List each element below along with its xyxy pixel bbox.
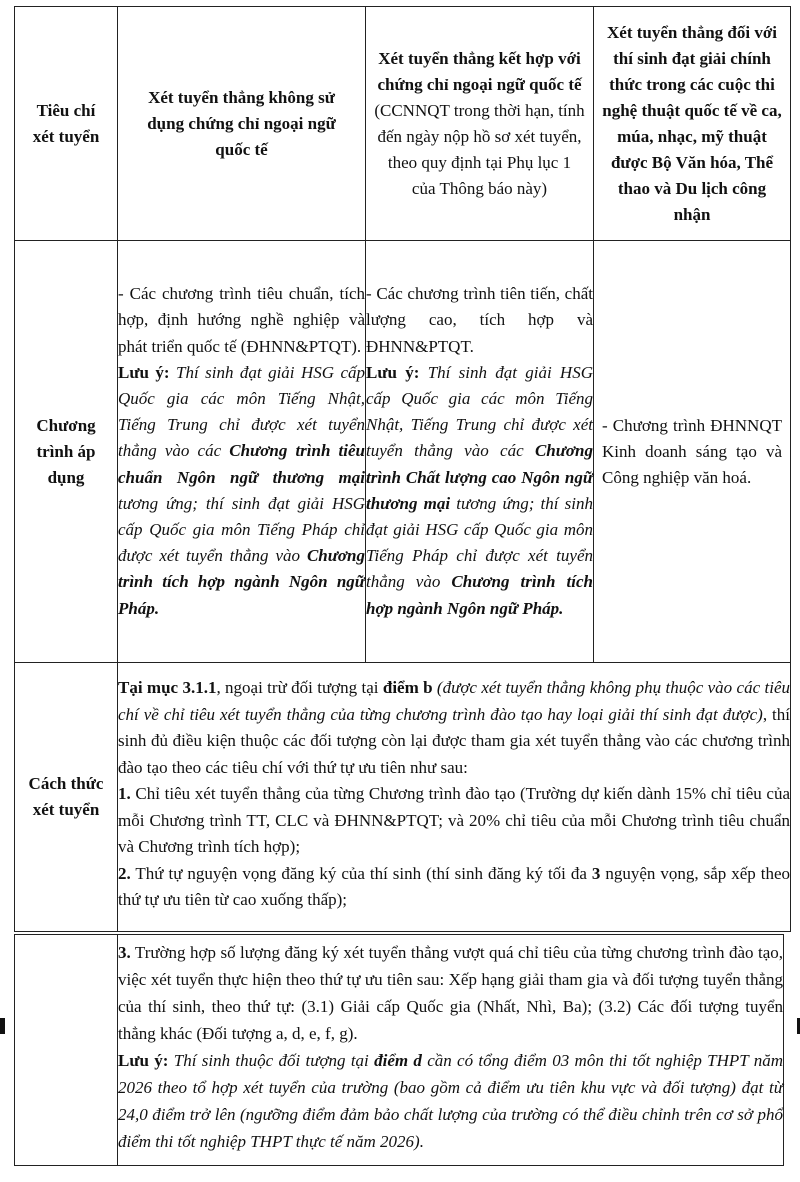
left-page-marker xyxy=(0,1018,5,1034)
method-row xyxy=(15,663,791,932)
header-with-certificate-detail: (CCNNQT trong thời hạn, tính đến ngày nộp hồ sơ xét tuyển, theo quy định tại Phụ lục 1 của Thông báo này) xyxy=(374,100,585,198)
header-arts-award-text: Xét tuyển thẳng đối với thí sinh đạt giải chính thức trong các cuộc thi nghệ thuật quốc tế về ca, múa, nhạc, mỹ thuật được Bộ Văn hóa, Thể thao và Du lịch công nhận xyxy=(602,22,782,224)
method-item-1 xyxy=(118,781,790,861)
method-point-ref: điểm b xyxy=(382,678,433,697)
header-with-certificate xyxy=(366,7,594,241)
note-program-2: Chương trình tích hợp ngành Ngôn ngữ Pháp. xyxy=(366,572,593,618)
programs-no-certificate xyxy=(118,241,366,663)
method-note xyxy=(118,1047,783,1155)
header-arts-award xyxy=(594,7,791,241)
note-program-1: Chương trình Chất lượng cao Ngôn ngữ thương mại xyxy=(366,441,593,513)
note-text: Thí sinh đạt giải HSG cấp Quốc gia các môn Tiếng Nhật, Tiếng Trung chỉ được xét tuyển thẳng vào các xyxy=(118,362,365,461)
header-with-certificate-bold: Xét tuyển thẳng kết hợp với chứng chỉ ngoại ngữ quốc tế xyxy=(377,48,582,94)
programs-row xyxy=(15,241,791,663)
programs-no-certificate-intro: - Các chương trình tiêu chuẩn, tích hợp, định hướng nghề nghiệp và phát triển quốc tế (ĐHNN&PTQT). xyxy=(118,284,365,356)
note-text-2: tương ứng; thí sinh đạt giải HSG cấp Quốc gia môn Tiếng Pháp chỉ được xét tuyển thẳng vào xyxy=(118,493,365,566)
note-point-ref: điểm d xyxy=(374,1051,422,1070)
note-text: Thí sinh thuộc đối tượng tại xyxy=(168,1051,375,1070)
note-text: Thí sinh đạt giải HSG cấp Quốc gia các môn Tiếng Nhật, Tiếng Trung chỉ được xét tuyển thẳng vào các xyxy=(366,362,593,461)
programs-label-cell xyxy=(15,241,118,663)
method-text: , ngoại trừ đối tượng tại xyxy=(216,678,383,697)
programs-no-certificate-note xyxy=(118,360,365,622)
header-criteria-text: Tiêu chí xét tuyển xyxy=(32,100,100,146)
header-no-certificate xyxy=(118,7,366,241)
method-intro xyxy=(118,675,790,781)
item-max-wishes: 3 xyxy=(591,863,601,883)
method-row-continued xyxy=(15,935,784,1166)
method-item-3 xyxy=(118,939,783,1047)
programs-with-certificate-note xyxy=(366,360,593,622)
method-label-cell-empty xyxy=(15,935,118,1166)
programs-arts-award xyxy=(594,241,791,663)
method-label: Cách thức xét tuyển xyxy=(28,774,104,819)
programs-arts-award-text: - Chương trình ĐHNNQT Kinh doanh sáng tạo và Công nghiệp văn hoá. xyxy=(602,415,782,487)
header-no-certificate-text: Xét tuyển thẳng không sử dụng chứng chỉ ngoại ngữ quốc tế xyxy=(147,87,336,159)
item-text: Chỉ tiêu xét tuyển thẳng của từng Chương trình đào tạo (Trường dự kiến dành 15% chỉ tiêu của mỗi Chương trình TT, CLC và ĐHNN&PTQT; và 20% chỉ tiêu của mỗi Chương trình tiêu chuẩn và Chương trình tích hợp); xyxy=(118,784,790,856)
admission-criteria-table-continued xyxy=(14,934,784,1166)
method-content-continued xyxy=(118,935,784,1166)
item-text-2: nguyện vọng, sắp xếp theo thứ tự ưu tiên từ cao xuống thấp); xyxy=(118,863,790,909)
item-number: 3. xyxy=(118,943,131,962)
admission-criteria-table xyxy=(14,6,791,932)
method-exception: (được xét tuyển thẳng không phụ thuộc vào các tiêu chí về chỉ tiêu xét tuyển thẳng của từng chương trình đào tạo hay loại giải thí sinh đạt được) xyxy=(118,678,790,724)
note-label: Lưu ý: xyxy=(118,362,170,382)
note-label: Lưu ý: xyxy=(118,1051,169,1070)
method-label-cell xyxy=(15,663,118,932)
note-label: Lưu ý: xyxy=(366,362,420,382)
programs-with-certificate-intro: - Các chương trình tiên tiến, chất lượng cao, tích hợp và ĐHNN&PTQT. xyxy=(366,284,593,356)
note-text-2: cần có tổng điểm 03 môn thi tốt nghiệp THPT năm 2026 theo tổ hợp xét tuyển của trường (bao gồm cả điểm ưu tiên khu vực và đối tượng) đạt từ 24,0 điểm trở lên (ngưỡng điểm đảm bảo chất lượng của trường có thể điều chỉnh trên cơ sở phổ điểm thi tốt nghiệp THPT thực tế năm 2026). xyxy=(118,1051,784,1151)
note-program-2: Chương trình tích hợp ngành Ngôn ngữ Pháp. xyxy=(118,546,365,618)
item-number: 1. xyxy=(118,784,131,803)
programs-with-certificate xyxy=(366,241,594,663)
header-row xyxy=(15,7,791,241)
item-number: 2. xyxy=(118,863,131,883)
item-text: Trường hợp số lượng đăng ký xét tuyển thẳng vượt quá chỉ tiêu của từng chương trình đào tạo, việc xét tuyển thực hiện theo thứ tự ưu tiên sau: Xếp hạng giải tham gia và đối tượng tuyển thẳng của thí sinh, theo thứ tự: (3.1) Giải cấp Quốc gia (Nhất, Nhì, Ba); (3.2) Các đối tượng tuyển thẳng khác (Đối tượng a, d, e, f, g). xyxy=(118,943,783,1043)
note-program-1: Chương trình tiêu chuẩn Ngôn ngữ thương mại xyxy=(118,441,366,487)
header-criteria xyxy=(15,7,118,241)
item-text: Thứ tự nguyện vọng đăng ký của thí sinh (thí sinh đăng ký tối đa xyxy=(130,863,592,883)
programs-label: Chương trình áp dụng xyxy=(36,415,96,487)
method-section-ref: Tại mục 3.1.1 xyxy=(118,678,217,697)
note-text-2: tương ứng; thí sinh đạt giải HSG cấp Quốc gia môn Tiếng Pháp chỉ được xét tuyển thẳng vào xyxy=(366,493,593,592)
method-item-2 xyxy=(118,861,790,914)
method-content xyxy=(118,663,791,932)
method-text-2: , thí sinh đủ điều kiện thuộc các đối tượng còn lại được tham gia xét tuyển thẳng vào các chương trình đào tạo theo các tiêu chí với thứ tự ưu tiên như sau: xyxy=(118,704,791,777)
